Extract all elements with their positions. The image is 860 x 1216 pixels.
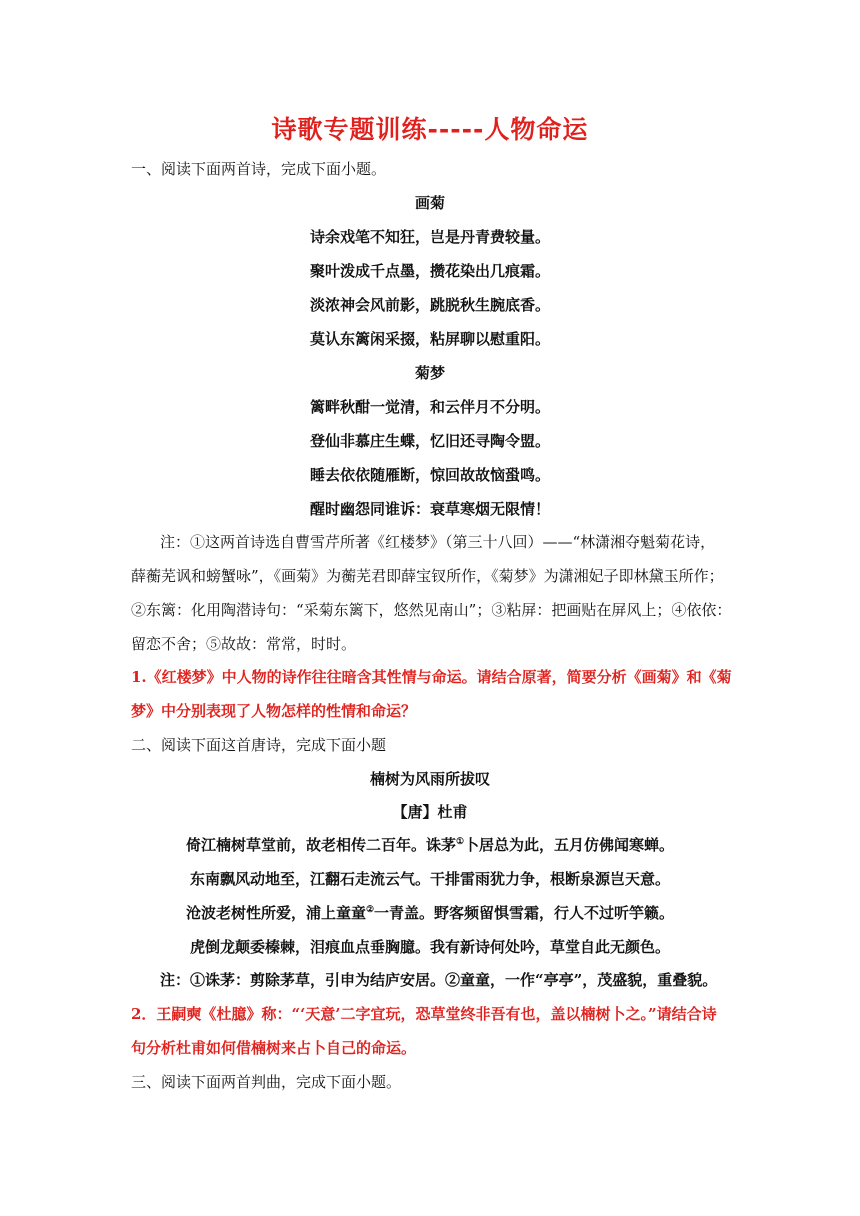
poem-title-jumeng: 菊梦 xyxy=(414,364,445,382)
question-2-line: 2．王嗣奭《杜臆》称：“‘天意’二字宜玩，恐草堂终非吾有也，盖以楠树卜之。”请结合诗 xyxy=(131,1005,717,1023)
question-2-line: 句分析杜甫如何借楠树来占卜自己的命运。 xyxy=(131,1039,417,1057)
section2-heading: 二、阅读下面这首唐诗，完成下面小题 xyxy=(131,736,387,754)
note-line: 薛蘅芜讽和螃蟹咏”，《画菊》为蘅芜君即薛宝钗所作，《菊梦》为潇湘妃子即林黛玉所作； xyxy=(131,567,724,585)
note-line: 留恋不舍；⑤故故：常常，时时。 xyxy=(131,635,357,653)
question-1-line: 梦》中分别表现了人物怎样的性情和命运？ xyxy=(131,702,417,720)
poem-line: 睡去依依随雁断，惊回故故恼蛩鸣。 xyxy=(309,466,550,484)
poem-title-nanshu: 楠树为风雨所拔叹 xyxy=(369,770,490,788)
poem-author: 【唐】杜甫 xyxy=(392,803,468,821)
note-line: ②东篱：化用陶潜诗句：“采菊东篱下，悠然见南山”；③粘屏：把画贴在屏风上；④依依： xyxy=(131,601,732,619)
poem-line: 沧波老树性所爱，浦上童童②一青盖。野客频留惧雪霜，行人不过听竽籁。 xyxy=(185,904,675,922)
footnote-marker: ② xyxy=(365,905,375,915)
note-line: 注：①诛茅：剪除茅草，引申为结庐安居。②童童，一作“亭亭”，茂盛貌，重叠貌。 xyxy=(160,971,718,989)
poem-line: 醒时幽怨同谁诉：衰草寒烟无限情！ xyxy=(309,500,550,518)
poem-line: 莫认东篱闲采掇，粘屏聊以慰重阳。 xyxy=(309,330,550,348)
footnote-marker: ① xyxy=(455,837,465,847)
question-1-line: 1.《红楼梦》中人物的诗作往往暗含其性情与命运。请结合原著，简要分析《画菊》和《菊 xyxy=(131,668,732,686)
page-title: 诗歌专题训练-----人物命运 xyxy=(271,115,589,144)
poem-line: 倚江楠树草堂前，故老相传二百年。诛茅①卜居总为此，五月仿佛闻寒蝉。 xyxy=(185,836,675,854)
section3-heading: 三、阅读下面两首判曲，完成下面小题。 xyxy=(131,1073,402,1091)
poem-line: 东南飘风动地至，江翻石走流云气。干排雷雨犹力争，根断泉源岂天意。 xyxy=(189,870,670,888)
poem-line: 诗余戏笔不知狂，岂是丹青费较量。 xyxy=(309,228,550,246)
section1-heading: 一、阅读下面两首诗，完成下面小题。 xyxy=(131,160,387,178)
poem-line: 登仙非慕庄生蝶，忆旧还寻陶令盟。 xyxy=(309,432,550,450)
poem-line: 篱畔秋酣一觉清，和云伴月不分明。 xyxy=(309,398,550,416)
note-line: 注：①这两首诗选自曹雪芹所著《红楼梦》（第三十八回）——“林潇湘夺魁菊花诗， xyxy=(160,533,716,551)
poem-line: 聚叶泼成千点墨，攒花染出几痕霜。 xyxy=(309,262,550,280)
poem-line: 虎倒龙颠委榛棘，泪痕血点垂胸臆。我有新诗何处吟，草堂自此无颜色。 xyxy=(189,938,670,956)
poem-title-huaju: 画菊 xyxy=(414,194,445,212)
poem-line: 淡浓神会风前影，跳脱秋生腕底香。 xyxy=(309,296,550,314)
